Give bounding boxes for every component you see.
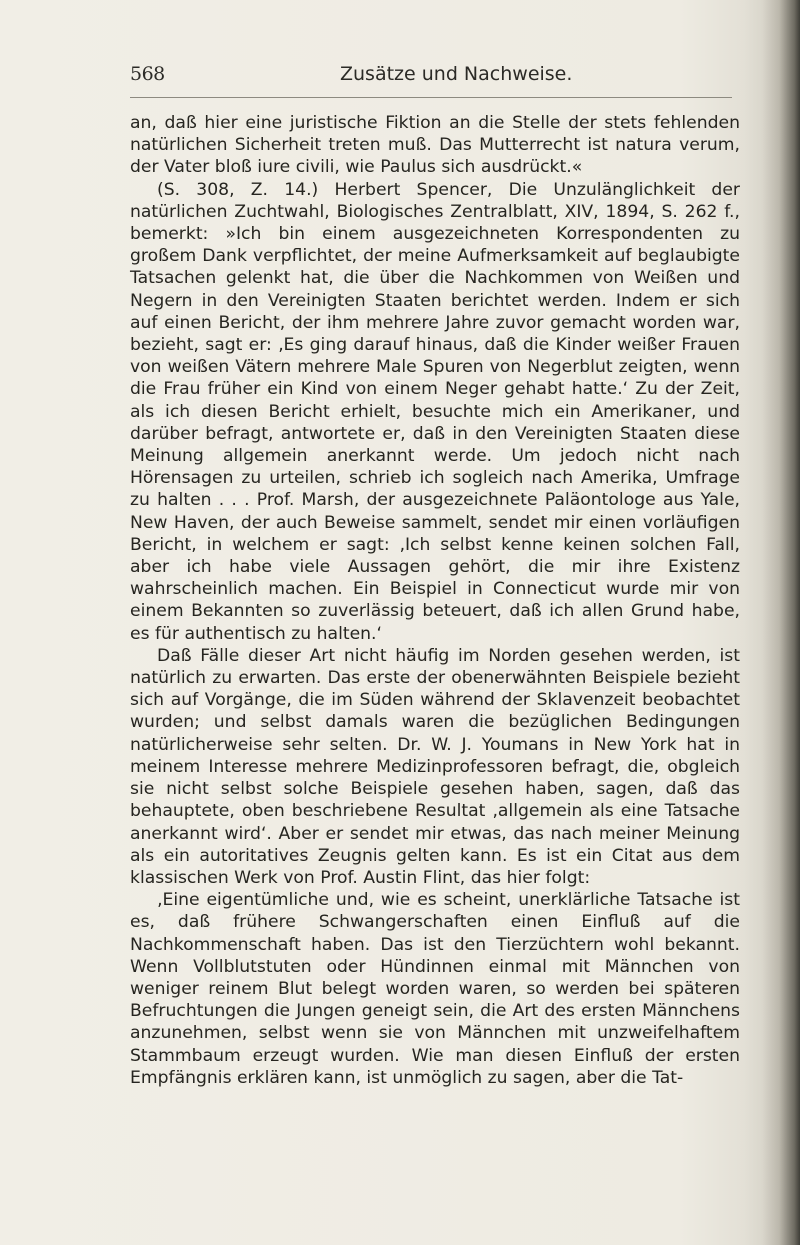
paragraph-spencer-note: (S. 308, Z. 14.) Herbert Spencer, Die Unzulänglichkeit der natürlichen Zuchtwahl, Biologisches Zentralblatt, XIV, 1894, S. 262 f., bemerkt: »Ich bin einem ausgezeichneten Korrespondenten zu großem Dank verpflichtet, der meine Aufmerksamkeit auf beglaubigte Tatsachen gelenkt hat, die über die Nachkommen von Weißen und Negern in den Vereinigten Staaten berichtet werden. Indem er sich auf einen Bericht, der ihm mehrere Jahre zuvor gemacht worden war, bezieht, sagt er: ‚Es ging darauf hinaus, daß die Kinder weißer Frauen von weißen Vätern mehrere Male Spuren von Negerblut zeigten, wenn die Frau früher ein Kind von einem Neger gehabt hatte.‘ Zu der Zeit, als ich diesen Bericht erhielt, besuchte mich ein Amerikaner, und darüber befragt, antwortete er, daß in den Vereinigten Staaten diese Meinung allgemein anerkannt werde. Um jedoch nicht nach Hörensagen zu urteilen, schrieb ich sogleich nach Amerika, Umfrage zu halten . . . Prof. Marsh, der ausgezeichnete Paläontologe aus Yale, New Haven, der auch Beweise sammelt, sendet mir einen vorläufigen Bericht, in welchem er sagt: ‚Ich selbst kenne keinen solchen Fall, aber ich habe viele Aussagen gehört, die mir ihre Existenz wahrscheinlich machen. Ein Beispiel in Connecticut wurde mir von einem Bekannten so zuverlässig beteuert, daß ich allen Grund habe, es für authentisch zu halten.‘: [130, 179, 740, 644]
header-rule: [130, 97, 732, 98]
paragraph-continuation: an, daß hier eine juristische Fiktion an die Stelle der stets fehlenden natürlichen Sicherheit treten muß. Das Mutterrecht ist natura verum, der Vater bloß iure civili, wie Paulus sich ausdrückt.«: [130, 113, 740, 178]
running-head: Zusätze und Nachweise.: [340, 63, 573, 85]
paragraph-flint-quote: ‚Eine eigentümliche und, wie es scheint, unerklärliche Tatsache ist es, daß frühere Schwangerschaften einen Einfluß auf die Nachkommenschaft haben. Das ist den Tierzüchtern wohl bekannt. Wenn Vollblutstuten oder Hündinnen einmal mit Männchen von weniger reinem Blut belegt worden waren, so werden bei späteren Befruchtungen die Jungen geneigt sein, die Art des ersten Männchens anzunehmen, selbst wenn sie von Männchen mit unzweifelhaftem Stammbaum erzeugt wurden. Wie man diesen Einfluß der ersten Empfängnis erklären kann, ist unmöglich zu sagen, aber die Tat-: [130, 890, 740, 1088]
page-edge-shadow: [762, 0, 800, 1245]
page-number: 568: [130, 63, 165, 85]
body-text: [130, 112, 740, 1089]
paragraph-north-cases: Daß Fälle dieser Art nicht häufig im Norden gesehen werden, ist natürlich zu erwarten. Das erste der obenerwähnten Beispiele bezieht sich auf Vorgänge, die im Süden während der Sklavenzeit beobachtet wurden; und selbst damals waren die bezüglichen Bedingungen natürlicherweise sehr selten. Dr. W. J. Youmans in New York hat in meinem Interesse mehrere Medizinprofessoren befragt, die, obgleich sie nicht selbst solche Beispiele gesehen haben, sagen, daß das behauptete, oben beschriebene Resultat ‚allgemein als eine Tatsache anerkannt wird‘. Aber er sendet mir etwas, das nach meiner Meinung als ein autoritatives Zeugnis gelten kann. Es ist ein Citat aus dem klassischen Werk von Prof. Austin Flint, das hier folgt:: [130, 645, 740, 888]
page-header: [130, 63, 740, 93]
